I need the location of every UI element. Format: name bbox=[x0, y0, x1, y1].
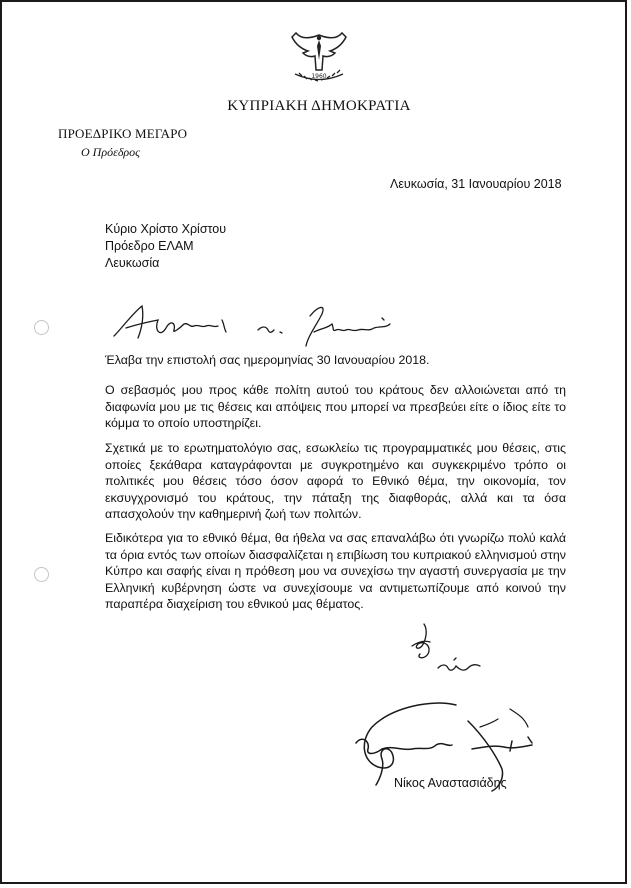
svg-text:1960: 1960 bbox=[311, 73, 327, 80]
paragraph: Έλαβα την επιστολή σας ημερομηνίας 30 Ιανουαρίου 2018. bbox=[105, 353, 430, 367]
recipient-position: Πρόεδρο ΕΛΑΜ bbox=[105, 239, 194, 253]
recipient-block bbox=[105, 221, 226, 272]
paragraph: Σχετικά με το ερωτηματολόγιο σας, εσωκλείω τις προγραμματικές μου θέσεις, στις οποίες ξεκάθαρα καταγράφονται με συγκροτημένο και συγκεκριμένο τρόπο οι πολιτικές μου θέσεις τόσο όσον αφορά το Εθνικό θέμα, την οικονομία, τον εκσυγχρονισμό του κράτους, την πάταξη της διαφθοράς, αλλά και τα όσα απασχολούν την καθημερινή ζωή των πολιτών. bbox=[105, 441, 566, 521]
recipient-name: Κύριο Χρίστο Χρίστου bbox=[105, 222, 227, 236]
punch-hole bbox=[34, 320, 49, 335]
recipient-city: Λευκωσία bbox=[105, 256, 160, 270]
signer-name: Νίκος Αναστασιάδης bbox=[394, 776, 507, 790]
president-title: Ο Πρόεδρος bbox=[81, 145, 141, 159]
punch-hole bbox=[34, 567, 49, 582]
palace-heading: ΠΡΟΕΔΡΙΚΟ ΜΕΓΑΡΟ bbox=[58, 126, 188, 141]
republic-heading: ΚΥΠΡΙΑΚΗ ΔΗΜΟΚΡΑΤΙΑ bbox=[227, 98, 411, 114]
paragraph: Ειδικότερα για το εθνικό θέμα, θα ήθελα να σας επαναλάβω ότι γνωρίζω πολύ καλά τα όρια εντός των οποίων διασφαλίζεται η επιβίωση του κυπριακού ελληνισμού στην Κύπρο και σαφής είναι η πρόθεση μου να συνεχίσω την αγαστή συνεργασία με την Ελληνική κυβέρνηση ώστε να συνεχίσουμε να αντιμετωπίζουμε από κοινού την παραπέρα διαχείριση του εθνικού μας θέματος. bbox=[105, 531, 566, 611]
handwritten-greeting-signature bbox=[110, 298, 396, 348]
letter-date: Λευκωσία, 31 Ιανουαρίου 2018 bbox=[390, 177, 562, 191]
handwritten-signature bbox=[352, 697, 542, 807]
handwritten-closing bbox=[402, 620, 498, 684]
cyprus-coat-of-arms-icon bbox=[286, 30, 352, 88]
paragraph: Ο σεβασμός μου προς κάθε πολίτη αυτού του κράτους δεν αλλοιώνεται από τη διαφωνία μου με τις θέσεις και απόψεις που μπορεί να πρεσβεύει είτε ο ίδιος είτε το κόμμα το οποίο υποστηρίζει. bbox=[105, 383, 566, 430]
